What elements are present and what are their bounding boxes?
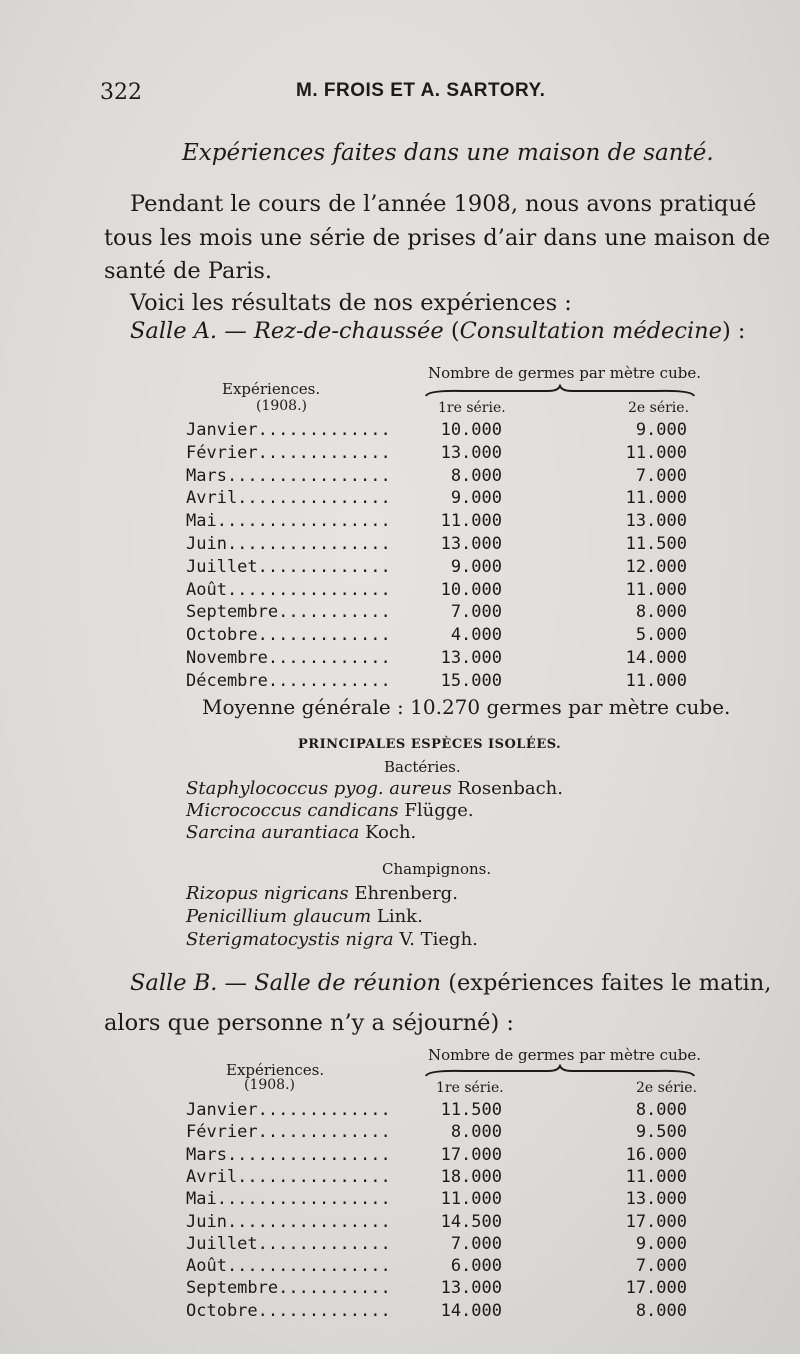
salle-b-title-line2: alors que personne n’y a séjourné) :	[104, 1010, 515, 1036]
salle-b-title-c: (expériences faites le matin,	[441, 970, 772, 996]
table-a-row	[0, 557, 800, 579]
table-a-month: Septembre...........	[186, 602, 391, 623]
table-b-serie2-value: 11.000	[625, 1166, 687, 1187]
table-b-row	[0, 1212, 800, 1234]
table-a-serie2-value: 11.000	[625, 670, 687, 691]
table-b-serie1-value: 17.000	[440, 1144, 502, 1165]
salle-a-title	[130, 318, 745, 344]
table-b-serie2-value: 17.000	[625, 1278, 687, 1299]
table-b-serie1-value: 13.000	[440, 1278, 502, 1299]
table-b-month: Juin................	[186, 1211, 391, 1232]
table-b-month: Janvier.............	[186, 1100, 391, 1120]
table-b-serie2-value: 13.000	[625, 1189, 687, 1210]
table-b-serie2-value: 9.000	[635, 1233, 687, 1254]
table-a-serie2-value: 12.000	[625, 556, 687, 577]
table-a-serie1-value: 7.000	[450, 602, 502, 623]
table-b-col2: 2e série.	[636, 1080, 698, 1096]
table-b-month: Mai.................	[186, 1189, 391, 1210]
table-a-month: Octobre.............	[186, 625, 391, 646]
paragraph-line-3: santé de Paris.	[104, 258, 273, 284]
salle-a-title-dash: —	[217, 318, 254, 344]
salle-b-title-dash: —	[217, 970, 255, 996]
table-a-col2: 2e série.	[628, 400, 690, 416]
table-b-row	[0, 1256, 800, 1278]
table-b-serie1-value: 8.000	[450, 1122, 502, 1143]
bacterie-2	[186, 800, 474, 821]
table-a-month: Mars................	[186, 465, 391, 486]
table-b-month: Mars................	[186, 1144, 391, 1165]
table-a-month: Avril...............	[186, 488, 391, 509]
table-a-serie2-value: 13.000	[625, 511, 687, 532]
table-a-serie1-value: 8.000	[450, 465, 502, 486]
table-a-month: Janvier.............	[186, 420, 391, 440]
table-b-serie2-value: 9.500	[635, 1122, 687, 1143]
salle-b-title-b: Salle de réunion	[254, 970, 442, 996]
paragraph-line-1	[104, 188, 756, 221]
table-b-label-experiences: Expériences.	[226, 1061, 325, 1079]
table-a-serie2-value: 7.000	[635, 465, 687, 486]
table-a-serie2-value: 11.500	[625, 534, 687, 554]
page-number: 322	[100, 80, 142, 105]
table-a-serie1-value: 10.000	[440, 579, 502, 600]
table-b-row	[0, 1122, 800, 1144]
table-b-header-title: Nombre de germes par mètre cube.	[428, 1046, 701, 1064]
table-b-month: Juillet.............	[186, 1233, 391, 1254]
bacterie-2-author: Flügge.	[398, 800, 474, 821]
table-a-row	[0, 534, 800, 556]
table-a-serie2-value: 11.000	[625, 442, 687, 463]
bacteries-title: Bactéries.	[384, 758, 461, 776]
table-a-serie2-value: 14.000	[625, 648, 687, 668]
running-head: M. FROIS ET A. SARTORY.	[296, 80, 546, 101]
table-a-brace	[424, 384, 696, 400]
table-b-serie1-value: 6.000	[450, 1256, 502, 1277]
table-a-label-year: (1908.)	[256, 398, 308, 414]
table-a-row	[0, 625, 800, 647]
table-b-month: Août................	[186, 1256, 391, 1277]
table-b-serie1-value: 11.000	[440, 1189, 502, 1210]
table-a-month: Juin................	[186, 534, 391, 554]
table-a-row	[0, 648, 800, 670]
table-b-col1: 1re série.	[436, 1080, 504, 1096]
table-b-row	[0, 1301, 800, 1323]
table-a-serie1-value: 13.000	[440, 442, 502, 463]
table-a-header-title: Nombre de germes par mètre cube.	[428, 364, 701, 382]
table-a-row	[0, 671, 800, 693]
table-b-row	[0, 1189, 800, 1211]
section-title: Expériences faites dans une maison de santé.	[182, 140, 714, 166]
table-b-month: Février.............	[186, 1122, 391, 1143]
table-a-row	[0, 488, 800, 510]
table-b-row	[0, 1167, 800, 1189]
table-a-serie2-value: 11.000	[625, 488, 687, 509]
champignons-title: Champignons.	[382, 860, 492, 878]
table-a-serie2-value: 11.000	[625, 579, 687, 600]
champignon-3	[186, 929, 478, 950]
table-b-month: Septembre...........	[186, 1278, 391, 1299]
bacterie-1	[186, 778, 563, 799]
table-a-serie1-value: 9.000	[450, 488, 502, 509]
paragraph-line-4	[104, 287, 572, 320]
paragraph-line-2: tous les mois une série de prises d’air dans une maison de	[104, 225, 771, 251]
table-a-row	[0, 580, 800, 602]
table-a-row	[0, 443, 800, 465]
table-b-serie1-value: 7.000	[450, 1233, 502, 1254]
table-a-serie1-value: 9.000	[450, 556, 502, 577]
champignon-1-author: Ehrenberg.	[348, 883, 458, 904]
table-a-col1: 1re série.	[438, 400, 506, 416]
table-b-row	[0, 1100, 800, 1122]
bacterie-3-name: Sarcina aurantiaca	[186, 822, 360, 843]
table-a-row	[0, 511, 800, 533]
salle-a-title-a: Salle A.	[130, 318, 218, 344]
table-b-label-year: (1908.)	[244, 1077, 296, 1093]
salle-a-title-d: Consultation médecine	[459, 318, 722, 344]
table-b-month: Avril...............	[186, 1166, 391, 1187]
table-b-serie1-value: 11.500	[440, 1100, 502, 1120]
table-b-serie1-value: 14.000	[440, 1300, 502, 1321]
table-a-serie1-value: 4.000	[450, 625, 502, 646]
champignon-1	[186, 883, 458, 904]
paragraph-line-1-text: Pendant le cours de l’année 1908, nous avons pratiqué	[130, 191, 757, 217]
table-b-row	[0, 1278, 800, 1300]
table-a-serie1-value: 11.000	[440, 511, 502, 532]
bacterie-1-author: Rosenbach.	[451, 778, 563, 799]
table-b-serie2-value: 8.000	[635, 1100, 687, 1120]
champignon-3-author: V. Tiegh.	[393, 929, 478, 950]
table-a-label-experiences: Expériences.	[222, 380, 321, 398]
champignon-2-name: Penicillium glaucum	[186, 906, 372, 927]
table-a-row	[0, 602, 800, 624]
table-a-month: Février.............	[186, 442, 391, 463]
paragraph-line-4-text: Voici les résultats de nos expériences :	[130, 290, 572, 316]
table-a-serie2-value: 9.000	[635, 420, 687, 440]
table-a-month: Juillet.............	[186, 556, 391, 577]
bacterie-2-name: Micrococcus candicans	[186, 800, 399, 821]
table-a-serie2-value: 8.000	[635, 602, 687, 623]
salle-a-title-b: Rez-de-chaussée	[253, 318, 444, 344]
table-b-row	[0, 1234, 800, 1256]
moyenne-generale: Moyenne générale : 10.270 germes par mètre cube.	[202, 695, 731, 719]
bacterie-1-name: Staphylococcus pyog. aureus	[186, 778, 452, 799]
table-a-month: Mai.................	[186, 511, 391, 532]
salle-a-title-e: ) :	[721, 318, 746, 344]
salle-a-title-c: (	[443, 318, 460, 344]
table-b-serie2-value: 17.000	[625, 1211, 687, 1232]
table-b-serie2-value: 16.000	[625, 1144, 687, 1165]
table-b-row	[0, 1145, 800, 1167]
table-a-serie1-value: 13.000	[440, 534, 502, 554]
table-a-serie1-value: 15.000	[440, 670, 502, 691]
table-a-month: Août................	[186, 579, 391, 600]
bacterie-3-author: Koch.	[359, 822, 417, 843]
champignon-1-name: Rizopus nigricans	[186, 883, 349, 904]
table-a-row	[0, 420, 800, 442]
salle-b-title-a: Salle B.	[130, 970, 218, 996]
champignon-2-author: Link.	[371, 906, 423, 927]
table-a-serie1-value: 10.000	[440, 420, 502, 440]
table-b-serie2-value: 8.000	[635, 1300, 687, 1321]
table-a-row	[0, 466, 800, 488]
table-b-serie1-value: 14.500	[440, 1211, 502, 1232]
champignon-2	[186, 906, 423, 927]
salle-b-title	[130, 970, 771, 996]
champignon-3-name: Sterigmatocystis nigra	[186, 929, 394, 950]
table-b-serie2-value: 7.000	[635, 1256, 687, 1277]
table-b-month: Octobre.............	[186, 1300, 391, 1321]
especes-title: PRINCIPALES ESPÈCES ISOLÉES.	[298, 737, 562, 752]
table-b-brace	[424, 1064, 696, 1080]
table-a-serie2-value: 5.000	[635, 625, 687, 646]
bacterie-3	[186, 822, 416, 843]
table-a-month: Novembre............	[186, 648, 391, 668]
table-a-month: Décembre............	[186, 670, 391, 691]
table-a-serie1-value: 13.000	[440, 648, 502, 668]
table-b-serie1-value: 18.000	[440, 1166, 502, 1187]
